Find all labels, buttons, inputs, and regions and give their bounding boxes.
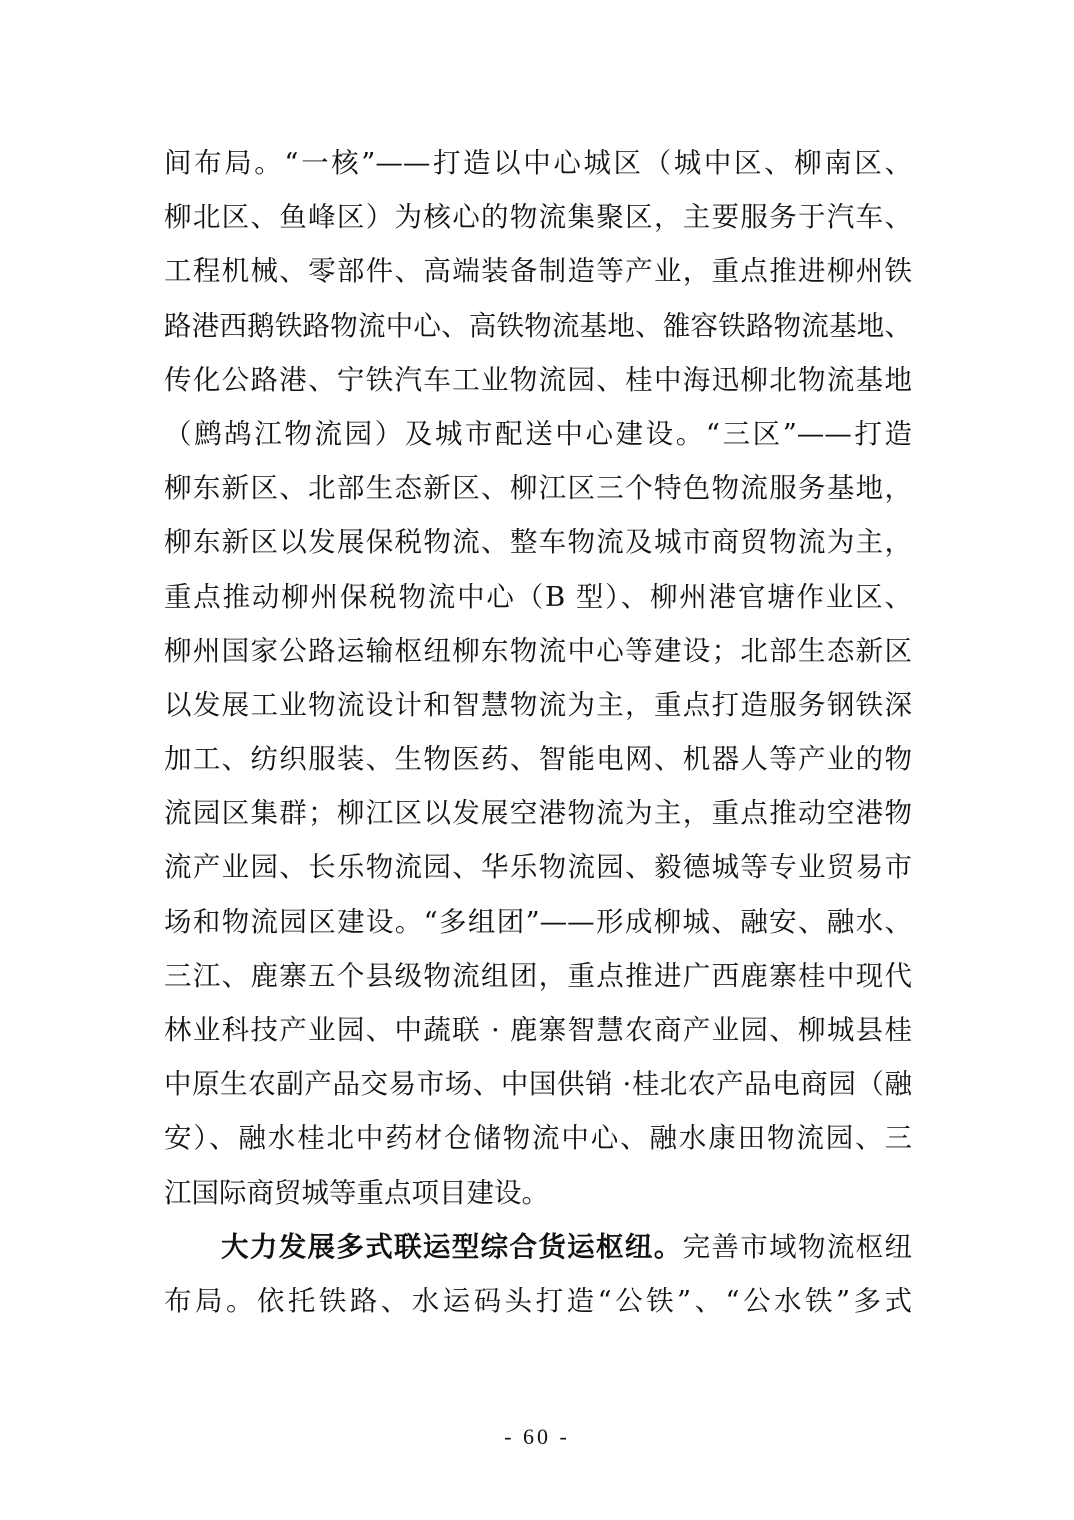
- text-line: 加工、纺织服装、生物医药、智能电网、机器人等产业的物: [164, 743, 912, 776]
- text-line: 柳东新区以发展保税物流、整车物流及城市商贸物流为主，: [164, 526, 912, 559]
- text-line: 林业科技产业园、中蔬联 · 鹿寨智慧农商产业园、柳城县桂: [164, 1014, 912, 1046]
- text-line: （鹧鸪江物流园）及城市配送中心建设。“三区”——打造: [164, 417, 912, 450]
- heading-continuation: 完善市域物流枢纽: [682, 1230, 913, 1263]
- text-line: 间布局。“一核”——打造以中心城区（城中区、柳南区、: [164, 147, 912, 179]
- body-text: [164, 136, 912, 1328]
- text-line: 安）、融水桂北中药材仓储物流中心、融水康田物流园、三: [164, 1122, 912, 1155]
- text-line: 路港西鹅铁路物流中心、高铁物流基地、雒容铁路物流基地、: [164, 309, 912, 342]
- text-line: 柳州国家公路运输枢纽柳东物流中心等建设；北部生态新区: [164, 634, 912, 667]
- text-line: 布局。依托铁路、水运码头打造“公铁”、“公水铁”多式: [164, 1284, 912, 1317]
- bold-heading: 大力发展多式联运型综合货运枢纽。: [221, 1230, 683, 1263]
- text-line: 工程机械、零部件、高端装备制造等产业，重点推进柳州铁: [164, 255, 912, 288]
- text-line: 三江、鹿寨五个县级物流组团，重点推进广西鹿寨桂中现代: [164, 959, 912, 992]
- text-line: 中原生农副产品交易市场、中国供销 ·桂北农产品电商园（融: [164, 1068, 912, 1101]
- text-line: 传化公路港、宁铁汽车工业物流园、桂中海迅柳北物流基地: [164, 363, 912, 396]
- text-line: 柳东新区、北部生态新区、柳江区三个特色物流服务基地，: [164, 472, 912, 505]
- page-number: - 60 -: [504, 1424, 570, 1449]
- text-line: 场和物流园区建设。“多组团”——形成柳城、融安、融水、: [164, 905, 912, 938]
- text-line: 重点推动柳州保税物流中心（B 型）、柳州港官塘作业区、: [164, 580, 912, 613]
- text-line: 流园区集群；柳江区以发展空港物流为主，重点推动空港物: [164, 797, 912, 830]
- text-line: 柳北区、鱼峰区）为核心的物流集聚区，主要服务于汽车、: [164, 201, 912, 234]
- text-line: 以发展工业物流设计和智慧物流为主，重点打造服务钢铁深: [164, 688, 912, 721]
- paragraph-heading-line: [164, 1220, 912, 1274]
- text-line: 流产业园、长乐物流园、华乐物流园、毅德城等专业贸易市: [164, 851, 912, 884]
- text-line: 江国际商贸城等重点项目建设。: [164, 1176, 549, 1209]
